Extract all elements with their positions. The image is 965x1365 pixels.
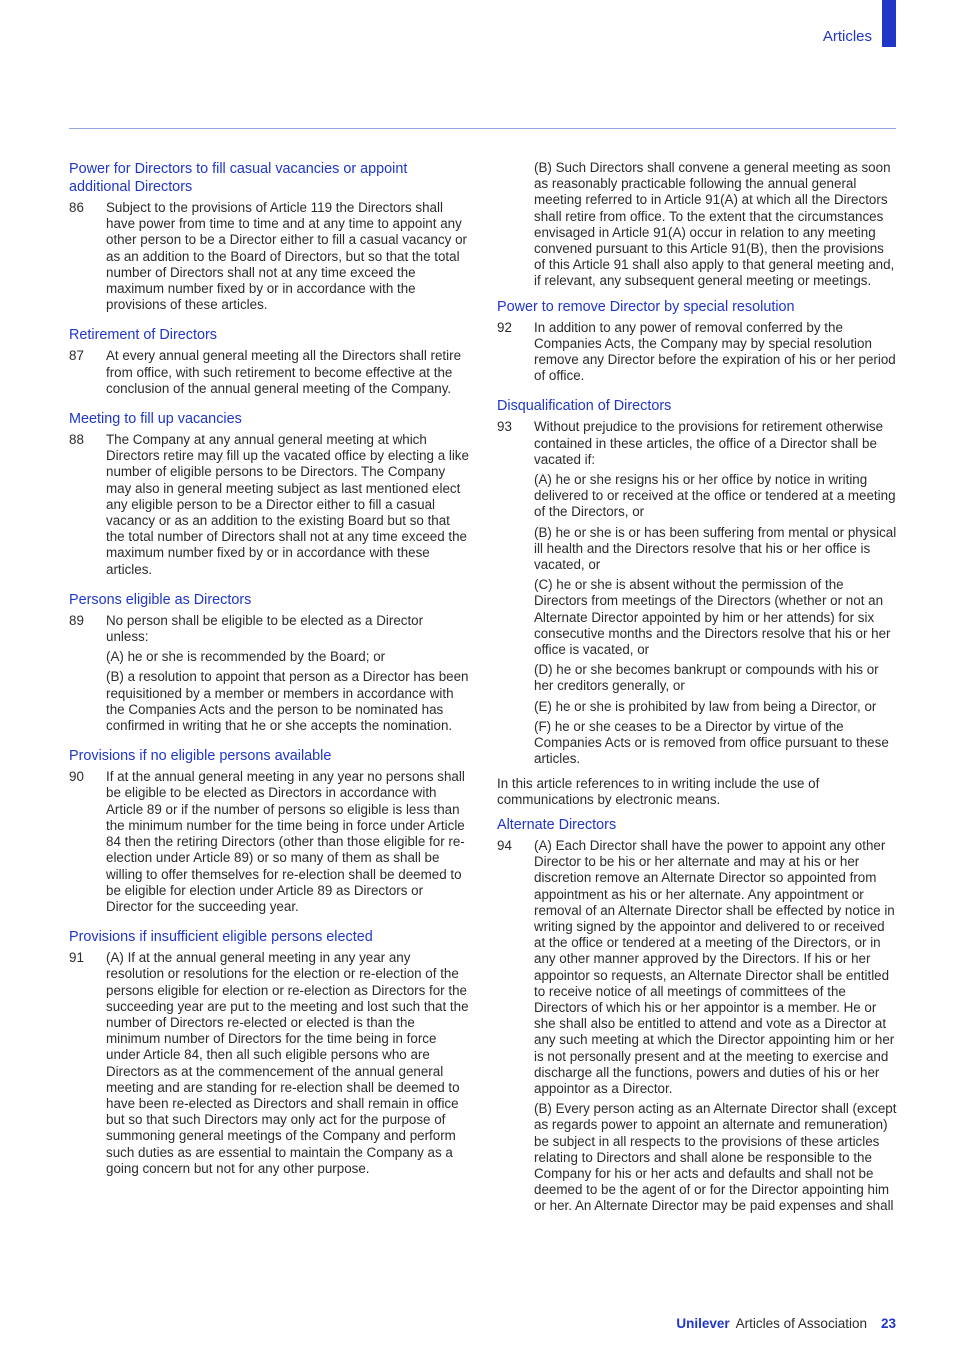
article-93-heading: Disqualification of Directors	[497, 398, 672, 415]
article-subclause: (B) Every person acting as an Alternate Director shall (except as regards power to appoint an alternate and remuneration) be subject in all respects to the provisions of these articles relating to Directors and shall alone be responsible to the Company for his or her acts and defaults and shall not be deemed to be the agent of or for the Director appointing him or her. An Alternate Director may be paid expenses and shall	[534, 1101, 897, 1214]
article-88-heading: Meeting to fill up vacancies	[69, 411, 242, 428]
article-subclause: (D) he or she becomes bankrupt or compounds with his or her creditors generally, or	[534, 662, 879, 694]
article-number: 86	[69, 200, 84, 215]
article-subclause: (B) he or she is or has been suffering from mental or physical ill health and the Directors resolve that his or her office is vacated, or	[534, 524, 897, 573]
article-subclause: (A) Each Director shall have the power to appoint any other Director to be his or her alternate and may at his or her discretion remove an Alternate Director so appointed from appointment as his or her alternate. Any appointment or removal of an Alternate Director shall be effected by notice in writing signed by the appointor and delivered to or received at the office or tendered at a meeting of the Directors, or in any other manner approved by the Directors. If his or her appointor so requests, an Alternate Director shall be entitled to receive notice of all meetings of committees of the Directors of which his or her appointor is a member. He or she shall also be entitled to attend and vote as a Director at any such meeting at which the Director appointing him or her is not personally present and at the meeting to exercise and discharge all the functions, powers and duties of his or her appointor as a Director.	[534, 837, 895, 1096]
section-tab-marker	[882, 0, 896, 47]
article-89-heading: Persons eligible as Directors	[69, 591, 252, 608]
article-text: Without prejudice to the provisions for retirement otherwise contained in these articles, the office of a Director shall be vacated if:	[534, 419, 884, 467]
article-number: 93	[497, 419, 512, 435]
article-subclause: (C) he or she is absent without the permission of the Directors from meetings of the Directors (whether or not an Alternate Director appointed by him or her attends) for six consecutive months and the Directors resolve that his or her office is vacated, or	[534, 577, 891, 658]
article-87	[69, 348, 469, 401]
article-number: 94	[497, 837, 512, 853]
article-number: 91	[69, 950, 84, 966]
article-91-continued	[534, 160, 897, 290]
left-column	[69, 160, 469, 1190]
page-footer	[676, 1316, 896, 1331]
article-94-heading: Alternate Directors	[497, 816, 617, 833]
article-text: Subject to the provisions of Article 119 the Directors shall have power from time to time and at any time to appoint any other person to be a Director either to fill a casual vacancy or as an addition to the Board of Directors, but so that the total number of Directors shall not at any time exceed the maximum number fixed by or in accordance with the provisions of these articles.	[106, 200, 467, 313]
article-90	[69, 769, 469, 919]
article-89	[69, 613, 469, 738]
article-text: At every annual general meeting all the Directors shall retire from office, with such retirement to become effective at the conclusion of the annual general meeting of the Company.	[106, 348, 462, 396]
article-92-heading: Power to remove Director by special resolution	[497, 298, 795, 315]
article-number: 87	[69, 348, 84, 364]
article-93-note: In this article references to in writing include the use of communications by electronic means.	[497, 775, 820, 807]
article-subclause: (A) he or she resigns his or her office by notice in writing delivered to or received at the office or tendered at a meeting of the Directors, or	[534, 472, 896, 520]
article-number: 89	[69, 612, 84, 628]
article-number: 90	[69, 769, 84, 785]
article-subclause: (B) a resolution to appoint that person as a Director has been requisitioned by a member or members in accordance with the Companies Acts and the person to be nominated has confirmed in writing that he or she accepts the nomination.	[106, 669, 469, 734]
article-subclause: (F) he or she ceases to be a Director by virtue of the Companies Acts or is removed from office pursuant to these articles.	[534, 718, 889, 767]
article-94	[497, 838, 897, 1219]
article-87-heading: Retirement of Directors	[69, 327, 217, 344]
article-93	[497, 419, 897, 771]
article-92	[497, 320, 897, 389]
article-86	[69, 200, 469, 317]
article-subclause: (E) he or she is prohibited by law from being a Director, or	[534, 698, 877, 714]
article-subclause: (B) Such Directors shall convene a general meeting as soon as reasonably practicable following the annual general meeting referred to in Article 91(A) at which all the Directors shall retire from office. To the extent that the circumstances envisaged in Article 91(A) occur in relation to any meeting convened pursuant to this Article 91(B), then the provisions of this Article 91 shall also apply to that general meeting and, if relevant, any subsequent general meeting or meetings.	[534, 160, 895, 289]
right-column	[497, 160, 897, 1228]
article-88	[69, 432, 469, 582]
article-text: If at the annual general meeting in any year no persons shall be eligible to be elected as Directors in accordance with Article 89 or if the number of persons so eligible is less than the minimum number for the time being in force under Article 84 then the retiring Directors (other than those eligible for re-election under Article 89) or so many of them as shall be willing to offer themselves for re-election shall be deemed to be eligible for election under Article 89 as Directors or Director for the succeeding year.	[106, 769, 465, 914]
article-86-heading: Power for Directors to fill casual vacancies or appoint additional Directors	[69, 161, 408, 195]
article-number: 88	[69, 432, 84, 448]
article-number: 92	[497, 319, 512, 335]
article-text: No person shall be eligible to be elected as a Director unless:	[106, 612, 424, 645]
article-text: (A) If at the annual general meeting in any year any resolution or resolutions for the election or re-election of the persons eligible for election or re-election as Directors for the succeeding year are put to the meeting and lost such that the number of Directors re-elected or elected is than the minimum number of Directors for the time being in force under Article 84, then all such eligible persons who are Directors as at the commencement of the annual general meeting and are standing for re-election shall be deemed to have been re-elected as Directors and shall remain in office but so that such Directors may only act for the purpose of summoning general meetings of the Company and perform such duties as are essential to maintain the Company as a going concern but not for any other purpose.	[106, 950, 469, 1176]
brand-name: Unilever	[676, 1316, 730, 1331]
document-title: Articles of Association	[735, 1316, 867, 1331]
article-text: The Company at any annual general meeting at which Directors retire may fill up the vacated office by electing a like number of eligible persons to be Directors. The Company may also in general meeting subject as last mentioned elect any eligible person to be a Director either to fill a casual vacancy or as an addition to the existing Board but so that the total number of Directors shall not at any time exceed the maximum number fixed by or in accordance with these articles.	[106, 432, 469, 577]
article-text: In addition to any power of removal conferred by the Companies Acts, the Company may by special resolution remove any Director before the expiration of his or her period of office.	[534, 319, 896, 384]
article-90-heading: Provisions if no eligible persons available	[69, 748, 332, 765]
header-divider	[69, 128, 896, 129]
page-number: 23	[880, 1316, 896, 1331]
article-subclause: (A) he or she is recommended by the Board; or	[106, 649, 386, 665]
section-label: Articles	[822, 28, 872, 45]
article-91-heading: Provisions if insufficient eligible persons elected	[69, 929, 373, 946]
article-91	[69, 950, 469, 1181]
